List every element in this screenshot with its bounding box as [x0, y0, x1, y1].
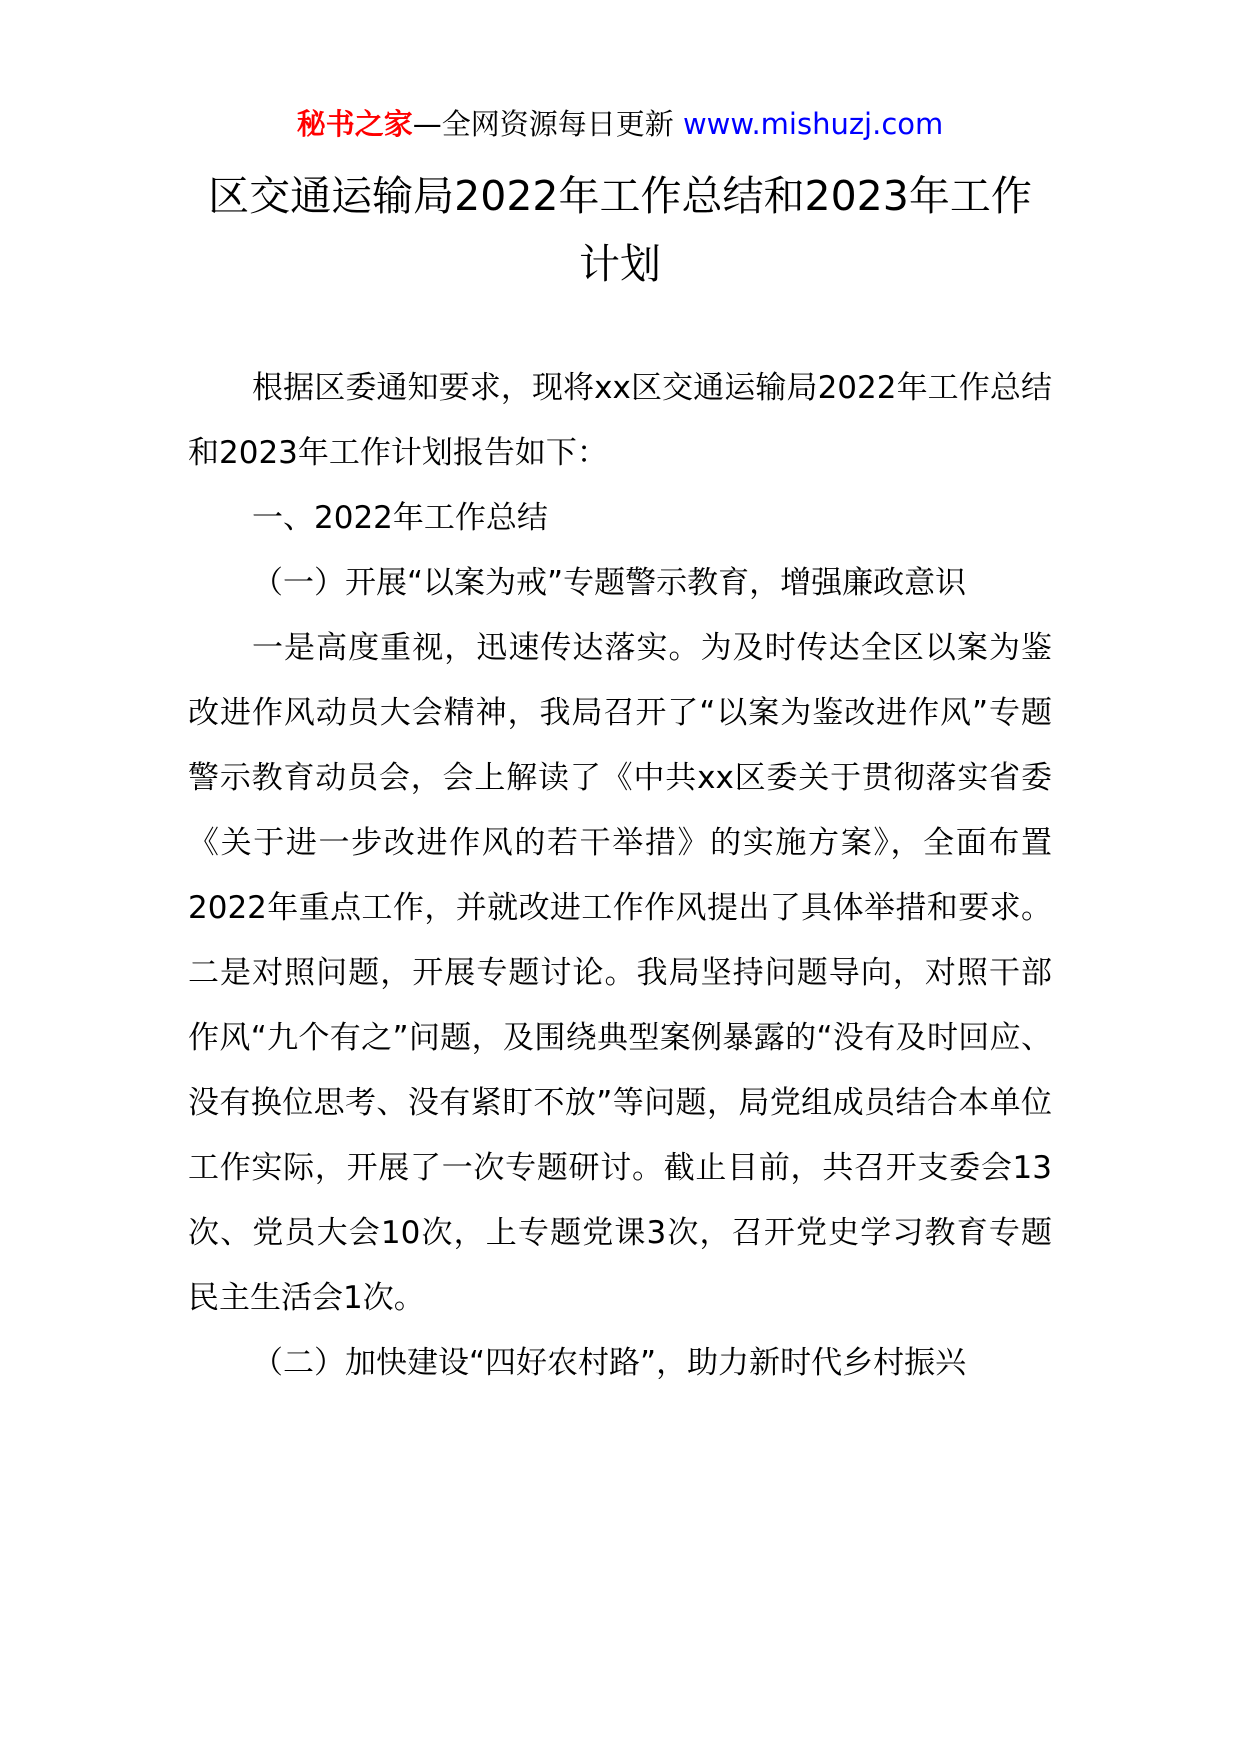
site-url-link[interactable]: www.mishuzj.com: [682, 107, 944, 141]
subsection-heading: （二）加快建设“四好农村路”，助力新时代乡村振兴: [252, 1345, 967, 1381]
document-title: 区交通运输局2022年工作总结和2023年工作计划: [208, 172, 1032, 288]
site-tagline: —全网资源每日更新: [412, 107, 674, 141]
intro-paragraph: 根据区委通知要求，现将xx区交通运输局2022年工作总结和2023年工作计划报告如下：: [188, 370, 1052, 471]
site-brand: 秘书之家: [296, 107, 413, 141]
document-body: [188, 356, 1052, 1396]
subsection-heading: （一）开展“以案为戒”专题警示教育，增强廉政意识: [252, 565, 967, 601]
site-header: [0, 104, 1240, 144]
section-heading: 一、2022年工作总结: [252, 500, 548, 536]
body-paragraph: 一是高度重视，迅速传达落实。为及时传达全区以案为鉴改进作风动员大会精神，我局召开了“以案为鉴改进作风”专题警示教育动员会，会上解读了《中共xx区委关于贯彻落实省委《关于进一步改进作风的若干举措》的实施方案》，全面布置2022年重点工作，并就改进工作作风提出了具体举措和要求。二是对照问题，开展专题讨论。我局坚持问题导向，对照干部作风“九个有之”问题，及围绕典型案例暴露的“没有及时回应、没有换位思考、没有紧盯不放”等问题，局党组成员结合本单位工作实际，开展了一次专题研讨。截止目前，共召开支委会13次、党员大会10次，上专题党课3次，召开党史学习教育专题民主生活会1次。: [188, 630, 1052, 1316]
